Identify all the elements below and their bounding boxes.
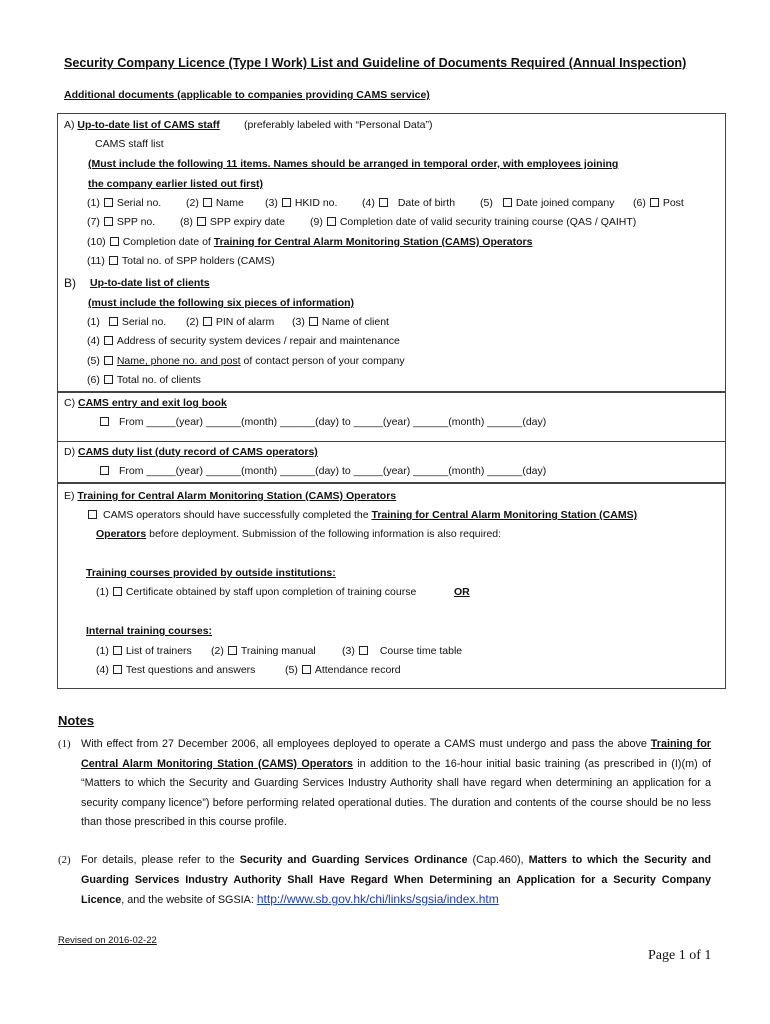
b-item-address[interactable]: (4) Address of security system devices / repair and maintenance [87, 335, 400, 347]
b-pin-checkbox[interactable] [203, 317, 212, 326]
a-name-checkbox[interactable] [203, 198, 212, 207]
section-a-header [64, 119, 220, 131]
e-timetable-checkbox[interactable] [359, 646, 368, 655]
b-item-client-name[interactable]: (3) Name of client [292, 316, 389, 328]
b-item-contact[interactable]: (5) Name, phone no. and post of contact person of your company [87, 355, 405, 367]
a-training-completion-checkbox[interactable] [327, 217, 336, 226]
note-2-number: (2) [58, 854, 71, 866]
a-item-serial[interactable]: (1) Serial no. [87, 197, 162, 209]
a-dob-checkbox[interactable] [379, 198, 388, 207]
a-item-spp-no[interactable]: (7) SPP no. [87, 216, 156, 228]
a-spp-no-checkbox[interactable] [104, 217, 113, 226]
a-cams-training-checkbox[interactable] [110, 237, 119, 246]
a-serial-checkbox[interactable] [104, 198, 113, 207]
internal-training-heading: Internal training courses: [86, 625, 213, 637]
e-trainers-checkbox[interactable] [113, 646, 122, 655]
notes-heading: Notes [58, 713, 95, 728]
section-e-header: E) Training for Central Alarm Monitoring Station (CAMS) Operators [64, 490, 397, 502]
b-serial-checkbox[interactable] [109, 317, 118, 326]
section-a-heading: Up-to-date list of CAMS staff [77, 119, 220, 131]
e-certificate-checkbox[interactable] [113, 587, 122, 596]
section-a-b-box [57, 113, 726, 392]
a-item-name[interactable]: (2) Name [186, 197, 244, 209]
e-manual-checkbox[interactable] [228, 646, 237, 655]
b-client-name-checkbox[interactable] [309, 317, 318, 326]
d-period-checkbox[interactable] [100, 466, 109, 475]
e-item-test-questions[interactable]: (4) Test questions and answers [96, 664, 256, 676]
section-e-line-2: Operators before deployment. Submission of the following information is also required: [96, 528, 502, 540]
section-c-heading: CAMS entry and exit log book [78, 397, 227, 409]
a-item-post[interactable]: (6) Post [633, 197, 684, 209]
section-c-header: C) CAMS entry and exit log book [64, 397, 227, 409]
e-attendance-checkbox[interactable] [302, 665, 311, 674]
b-item-pin[interactable]: (2) PIN of alarm [186, 316, 275, 328]
a-date-joined-checkbox[interactable] [503, 198, 512, 207]
document-title: Security Company Licence (Type I Work) List and Guideline of Documents Required (Annual Inspection) [64, 56, 687, 70]
b-item-total-clients[interactable]: (6) Total no. of clients [87, 374, 201, 386]
b-address-checkbox[interactable] [104, 336, 113, 345]
e-item-manual[interactable]: (2) Training manual [211, 645, 316, 657]
note-1-text: With effect from 27 December 2006, all employees deployed to operate a CAMS must undergo and pass the above Training for Central Alarm Monitoring Station (CAMS) Operators in addition to the 16-hour initial basic training (as prescribed in (I)(m) of “Matters to which the Security and Guarding Services Industry Authority shall have regard when determining an application for a security company licence”) before performing related operational duties. The duration and contents of the course should be no less than those prescribed in this course profile. [81, 738, 712, 828]
section-a-note: (preferably labeled with “Personal Data”) [244, 119, 433, 131]
a-spp-expiry-checkbox[interactable] [197, 217, 206, 226]
outside-institutions-heading: Training courses provided by outside institutions: [86, 567, 336, 579]
section-c-period[interactable]: From _____(year) ______(month) ______(day) to _____(year) ______(month) ______(day) [96, 416, 546, 428]
a-item-total-spp[interactable]: (11) Total no. of SPP holders (CAMS) [87, 255, 275, 267]
b-total-clients-checkbox[interactable] [104, 375, 113, 384]
section-d-header: D) CAMS duty list (duty record of CAMS operators) [64, 446, 318, 458]
section-b-instruction: (must include the following six pieces of information) [88, 297, 355, 309]
section-d-heading: CAMS duty list (duty record of CAMS operators) [78, 446, 318, 458]
e-test-questions-checkbox[interactable] [113, 665, 122, 674]
a-item-training-completion[interactable]: (9) Completion date of valid security training course (QAS / QAIHT) [310, 216, 637, 228]
b-item-serial[interactable]: (1) Serial no. [87, 316, 167, 328]
b-contact-checkbox[interactable] [104, 356, 113, 365]
section-a-prefix: A) [64, 119, 75, 131]
section-a-instruction-1: (Must include the following 11 items. Names should be arranged in temporal order, with employees joining [88, 158, 619, 170]
page-number: Page 1 of 1 [648, 948, 712, 963]
c-period-checkbox[interactable] [100, 417, 109, 426]
a-item-spp-expiry[interactable]: (8) SPP expiry date [180, 216, 285, 228]
section-b-heading: Up-to-date list of clients [90, 277, 210, 289]
note-1-number: (1) [58, 738, 71, 750]
a-item-cams-training-date[interactable]: (10) Completion date of Training for Central Alarm Monitoring Station (CAMS) Operators [87, 236, 533, 248]
section-a-instruction-2: the company earlier listed out first) [88, 178, 264, 190]
revised-date: Revised on 2016-02-22 [58, 935, 157, 946]
a-hkid-checkbox[interactable] [282, 198, 291, 207]
sgsia-website-link[interactable]: http://www.sb.gov.hk/chi/links/sgsia/index.htm [256, 892, 499, 906]
e-outside-certificate[interactable]: (1) Certificate obtained by staff upon completion of training course [96, 586, 417, 598]
a-item-dob[interactable]: (4) Date of birth [362, 197, 456, 209]
e-cams-operators-checkbox[interactable] [88, 510, 97, 519]
note-2-text: For details, please refer to the Security and Guarding Services Ordinance (Cap.460), Matters to which the Security and Guarding Services Industry Authority Shall Have Regard When Determining an Application for a Security Company Licence, and the website of SGSIA: http://www.sb.gov.hk/chi/links/sgsia/index.htm [81, 854, 712, 906]
section-e-heading: Training for Central Alarm Monitoring Station (CAMS) Operators [77, 490, 397, 502]
document-subtitle: Additional documents (applicable to companies providing CAMS service) [64, 89, 430, 101]
a-item-date-joined[interactable]: (5) Date joined company [480, 197, 615, 209]
or-label: OR [454, 586, 470, 598]
e-item-trainers[interactable]: (1) List of trainers [96, 645, 192, 657]
e-item-timetable[interactable]: (3) Course time table [342, 645, 463, 657]
e-item-attendance[interactable]: (5) Attendance record [285, 664, 401, 676]
section-e-line-1[interactable]: CAMS operators should have successfully completed the Training for Central Alarm Monitoring Station (CAMS) [84, 509, 637, 521]
section-d-period[interactable]: From _____(year) ______(month) ______(day) to _____(year) ______(month) ______(day) [96, 465, 546, 477]
section-b-prefix: B) [64, 276, 76, 290]
a-total-spp-checkbox[interactable] [109, 256, 118, 265]
cams-staff-list-label: CAMS staff list [95, 138, 164, 150]
a-item-hkid[interactable]: (3) HKID no. [265, 197, 338, 209]
a-post-checkbox[interactable] [650, 198, 659, 207]
